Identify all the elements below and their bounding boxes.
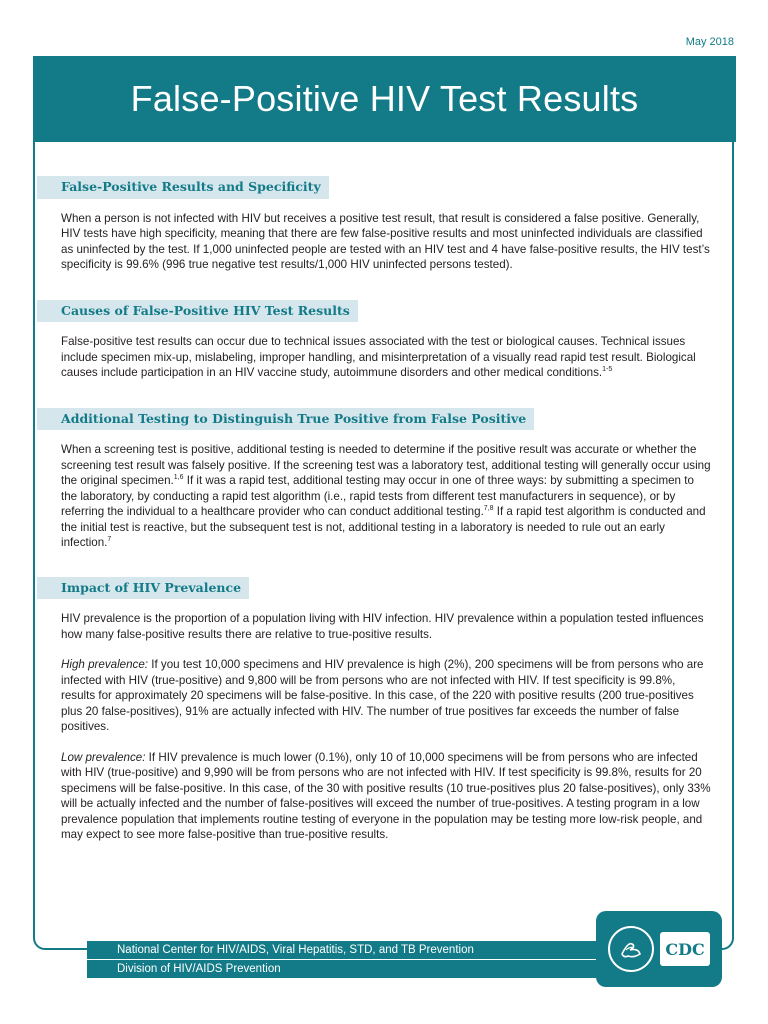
section-paragraph: HIV prevalence is the proportion of a population living with HIV infection. HIV prevalence within a population tested influences how many false-positive results there are relative to true-positive results. [61,612,704,641]
citation: 1-5 [602,366,613,374]
section-heading: Impact of HIV Prevalence [37,577,249,600]
publication-date: May 2018 [685,36,734,48]
section-heading: Causes of False-Positive HIV Test Results [37,300,358,323]
section-paragraph [61,442,711,551]
section-specificity [61,176,711,273]
paragraph-text: If a rapid test algorithm is conducted and the initial test is reactive, but the subsequent test is not, additional testing in a laboratory is needed to rule out an early infection. [61,505,706,549]
title-banner [33,56,736,142]
section-paragraph [61,750,711,843]
paragraph-label: Low prevalence: [61,750,146,764]
section-causes [61,300,711,381]
paragraph-text: False-positive test results can occur due to technical issues associated with the test or biological causes. Technical issues include specimen mix-up, mislabeling, improper handling, and misinterpretation of a visually read rapid test result. Biological causes include participation in an HIV vaccine study, autoimmune disorders and other medical conditions. [61,335,696,379]
paragraph-text: If it was a rapid test, additional testing may occur in one of three ways: by submitting a specimen to the laboratory, by conducting a rapid test algorithm (i.e., rapid tests from different test manufacturers in sequence), or by referring the individual to a healthcare provider who can conduct additional testing. [61,474,694,518]
paragraph-label: High prevalence: [61,658,149,671]
citation: 7,8 [483,505,494,513]
section-paragraph [61,657,711,735]
section-additional-testing [61,408,711,551]
paragraph-text: If HIV prevalence is much lower (0.1%), only 10 of 10,000 specimens will be from persons who are infected with HIV (true-positive) and 9,990 will be from persons who are not infected with HIV. If test specificity is 99.8%, results for 20 specimens will be false-positive. In this case, of the 30 with positive results (10 true-positives plus 20 false-positives), only 33% will be actually infected and the number of false-positives will exceed the number of true-positives. A testing program in a low prevalence population that implements routine testing of everyone in the population may be testing more low-risk people, and may expect to see more false-positive than true-positive results. [61,750,711,841]
cdc-logo [660,932,710,966]
section-paragraph [61,334,711,381]
page-title: False-Positive HIV Test Results [130,78,639,119]
paragraph-text: If you test 10,000 specimens and HIV prevalence is high (2%), 200 specimens will be from persons who are infected with HIV (true-positive) and 9,800 will be from persons who are not infected with HIV. If test specificity is 99.8%, results for approximately 20 specimens will be false-positive. In this case, of the 220 with positive results (200 true-positives plus 20 false-positives), 91% are actually infected with HIV. The number of true positives far exceeds the number of false positives. [61,658,704,733]
cdc-logo-text: CDC [665,939,705,959]
citation: 7 [107,536,112,544]
main-content [61,176,711,843]
footer-division-name: Division of HIV/AIDS Prevention [87,960,685,978]
section-heading: False-Positive Results and Specificity [37,176,329,199]
section-prevalence [61,577,711,843]
section-heading: Additional Testing to Distinguish True Positive from False Positive [37,408,534,431]
footer-center-name: National Center for HIV/AIDS, Viral Hepatitis, STD, and TB Prevention [87,941,685,959]
hhs-cdc-logo [596,911,722,987]
citation: 1,6 [173,474,184,482]
section-paragraph: When a person is not infected with HIV but receives a positive test result, that result is considered a false positive. Generally, HIV tests have high specificity, meaning that there are few false-positive results and most uninfected individuals are classified as uninfected by the test. If 1,000 uninfected people are tested with an HIV test and 4 have false-positive results, the HIV test’s specificity is 99.6% (996 true negative test results/1,000 HIV uninfected persons tested). [61,211,710,271]
paragraph-text: When a screening test is positive, additional testing is needed to determine if the positive result was accurate or whether the screening test result was falsely positive. If the screening test was a laboratory test, additional testing will generally occur using the original specimen. [61,443,711,487]
hhs-seal-icon [608,926,654,972]
